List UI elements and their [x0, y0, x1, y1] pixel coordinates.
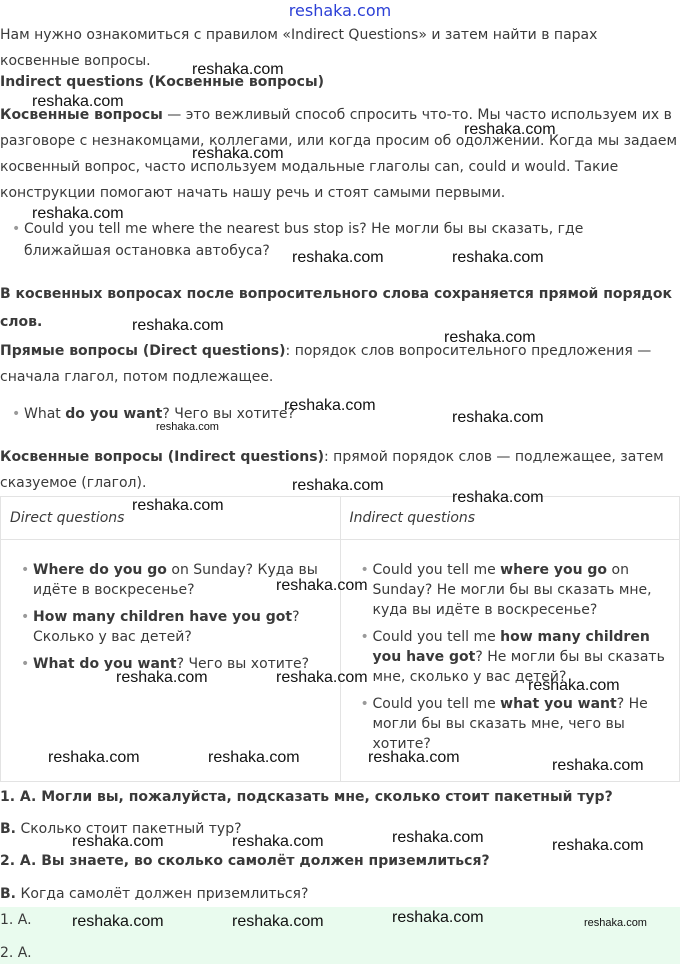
watermark: reshaka.com — [32, 93, 124, 110]
direct-question-item: • How many children have you got? Сколько у вас детей? — [33, 607, 332, 647]
word-order-rule: В косвенных вопросах после вопросительного слова сохраняется прямой порядок слов. — [0, 286, 672, 330]
watermark: reshaka.com — [584, 917, 647, 929]
watermark: reshaka.com — [368, 749, 460, 766]
watermark: reshaka.com — [452, 249, 544, 266]
watermark: reshaka.com — [284, 397, 376, 414]
example-bold: do you want — [65, 406, 163, 422]
watermark: reshaka.com — [48, 749, 140, 766]
watermark: reshaka.com — [132, 317, 224, 334]
watermark: reshaka.com — [72, 913, 164, 930]
watermark: reshaka.com — [276, 669, 368, 686]
answer-2: 2. A. — [0, 945, 32, 961]
exercise-1a: 1. A. Могли вы, пожалуйста, подсказать мне, сколько стоит пакетный тур? — [0, 789, 613, 805]
indirect-term: Косвенные вопросы (Indirect questions) — [0, 449, 324, 465]
exercise-2b: B. Когда самолёт должен приземлиться? — [0, 886, 309, 902]
watermark: reshaka.com — [132, 497, 224, 514]
watermark: reshaka.com — [276, 577, 368, 594]
definition-text: — это вежливый способ спросить что-то. Мы часто используем их в разговоре с незнакомцами, коллегами, или когда просим об одолжении. Когда мы задаем косвенный вопрос, часто используем модальные глаголы can, could и would. Такие конструкции помогают начать нашу речь и стоят самыми первыми. — [0, 107, 678, 201]
watermark: reshaka.com — [72, 833, 164, 850]
watermark: reshaka.com — [444, 329, 536, 346]
watermark: reshaka.com — [232, 833, 324, 850]
site-title[interactable]: reshaka.com — [288, 1, 392, 20]
watermark: reshaka.com — [32, 205, 124, 222]
watermark: reshaka.com — [392, 909, 484, 926]
intro-text: Нам нужно ознакомиться с правилом «Indirect Questions» и затем найти в парах косвенные вопросы. — [0, 27, 598, 69]
exercise-1b: B. Сколько стоит пакетный тур? — [0, 821, 242, 837]
watermark: reshaka.com — [552, 757, 644, 774]
direct-question-item: • What do you want? Чего вы хотите? — [33, 654, 332, 674]
header-direct-questions: Direct questions — [1, 497, 341, 540]
watermark: reshaka.com — [192, 61, 284, 78]
watermark: reshaka.com — [292, 249, 384, 266]
direct-term: Прямые вопросы (Direct questions) — [0, 343, 286, 359]
watermark: reshaka.com — [232, 913, 324, 930]
header-indirect-questions: Indirect questions — [340, 497, 680, 540]
watermark: reshaka.com — [208, 749, 300, 766]
example-bus-stop: • Could you tell me where the nearest bus stop is? Не могли бы вы сказать, где ближайшая остановка автобуса? — [24, 218, 664, 262]
watermark: reshaka.com — [392, 829, 484, 846]
direct-text: : порядок слов вопросительного предложения — сначала глагол, потом подлежащее. — [0, 343, 652, 385]
answer-1: 1. A. — [0, 912, 32, 928]
exercise-2a: 2. A. Вы знаете, во сколько самолёт должен приземлиться? — [0, 853, 490, 869]
watermark: reshaka.com — [156, 421, 219, 433]
indirect-question-item: • Could you tell me how many children you have got? Не могли бы вы сказать мне, сколько у вас детей? — [373, 627, 672, 687]
watermark: reshaka.com — [528, 677, 620, 694]
watermark: reshaka.com — [452, 489, 544, 506]
indirect-question-item: • Could you tell me where you go on Sunday? Не могли бы вы сказать мне, куда вы идёте в воскресенье? — [373, 560, 672, 620]
direct-questions-paragraph — [0, 338, 680, 390]
questions-table — [0, 496, 680, 782]
watermark: reshaka.com — [552, 837, 644, 854]
watermark: reshaka.com — [292, 477, 384, 494]
direct-question-item: • Where do you go on Sunday? Куда вы идёте в воскресенье? — [33, 560, 332, 600]
watermark: reshaka.com — [116, 669, 208, 686]
definition-paragraph — [0, 102, 680, 206]
indirect-question-item: • Could you tell me what you want? Не могли бы вы сказать мне, чего вы хотите? — [373, 694, 672, 754]
indirect-text: : прямой порядок слов — подлежащее, затем сказуемое (глагол). — [0, 449, 664, 491]
watermark: reshaka.com — [452, 409, 544, 426]
example-what-do-you-want: • What do you want? Чего вы хотите? — [24, 401, 664, 427]
watermark: reshaka.com — [464, 121, 556, 138]
direct-questions-cell — [1, 540, 341, 782]
rule-heading: Indirect questions (Косвенные вопросы) — [0, 74, 324, 90]
indirect-questions-cell — [340, 540, 680, 782]
watermark: reshaka.com — [192, 145, 284, 162]
definition-term: Косвенные вопросы — [0, 107, 163, 123]
